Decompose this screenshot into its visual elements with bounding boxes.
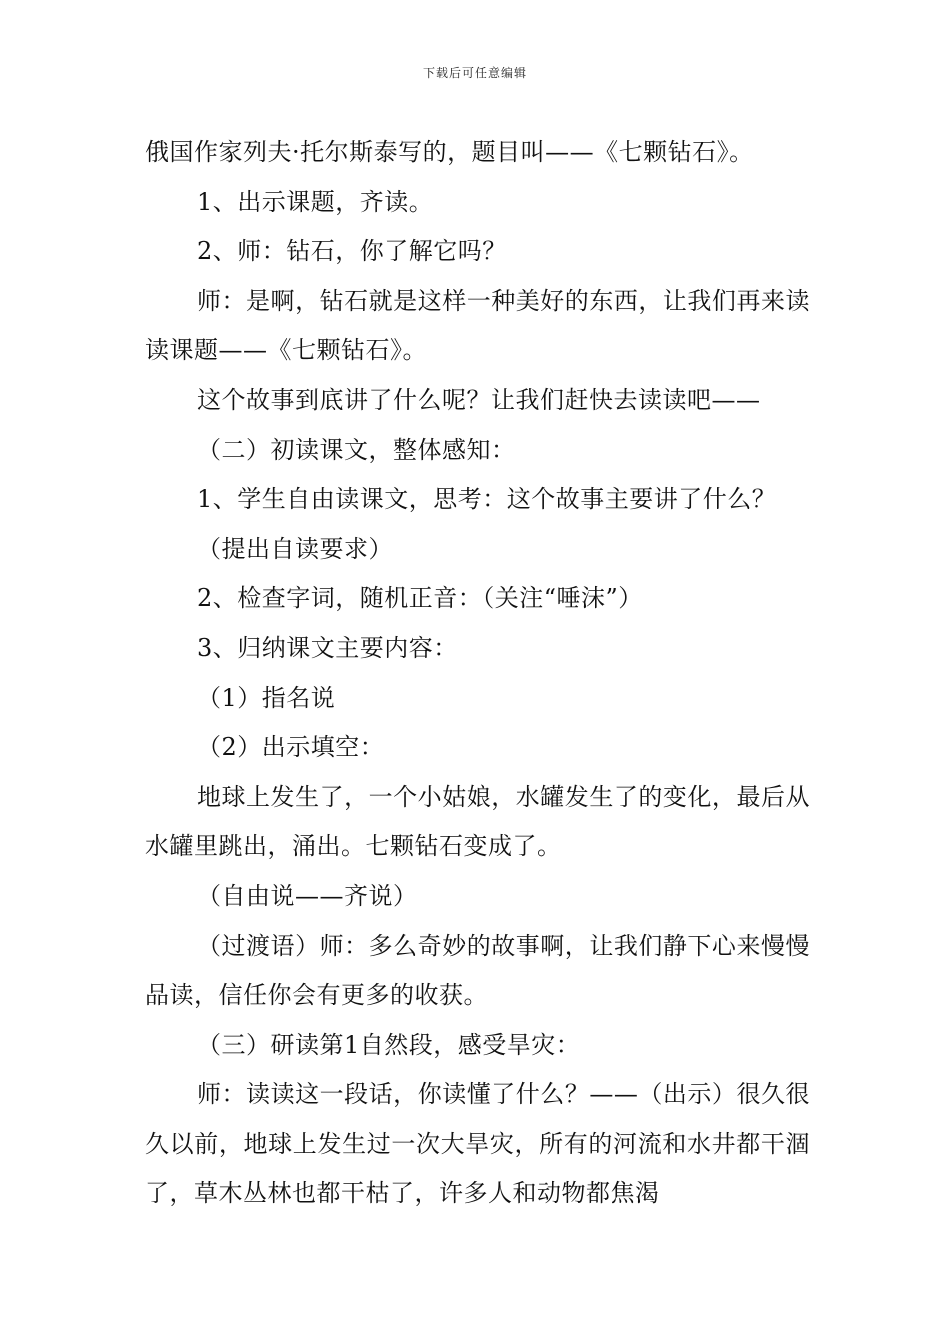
paragraph: 俄国作家列夫·托尔斯泰写的，题目叫——《七颗钻石》。 — [145, 138, 754, 166]
paragraph: 这个故事到底讲了什么呢？让我们赶快去读读吧—— — [197, 385, 761, 414]
paragraph: （过渡语）师：多么奇妙的故事啊，让我们静下心来慢慢品读，信任你会有更多的收获。 — [145, 931, 810, 1010]
paragraph: （提出自读要求） — [197, 534, 393, 563]
paragraph: （1）指名说 — [197, 683, 336, 712]
paragraph: 师：是啊，钻石就是这样一种美好的东西，让我们再来读读课题——《七颗钻石》。 — [145, 286, 810, 365]
page-header: 下载后可任意编辑 — [422, 66, 527, 80]
document-body — [145, 128, 810, 1219]
paragraph: 2、师：钻石，你了解它吗？ — [197, 237, 507, 266]
paragraph: 1、学生自由读课文，思考：这个故事主要讲了什么？ — [197, 485, 777, 514]
paragraph: 2、检查字词，随机正音：（关注“唾沫”） — [197, 584, 643, 613]
paragraph: 1、出示课题，齐读。 — [197, 187, 434, 216]
paragraph: 3、归纳课文主要内容： — [197, 633, 458, 662]
paragraph: （自由说——齐说） — [197, 881, 418, 910]
paragraph: 师：读读这一段话，你读懂了什么？——（出示）很久很久以前，地球上发生过一次大旱灾，所有的河流和水井都干涸了，草木丛林也都干枯了，许多人和动物都焦渴 — [145, 1080, 810, 1208]
paragraph: （2）出示填空： — [197, 733, 385, 762]
section-heading: （二）初读课文，整体感知： — [197, 435, 516, 464]
section-heading: （三）研读第1自然段，感受旱灾： — [197, 1030, 581, 1059]
paragraph: 地球上发生了，一个小姑娘，水罐发生了的变化，最后从水罐里跳出，涌出。七颗钻石变成了。 — [145, 782, 810, 861]
